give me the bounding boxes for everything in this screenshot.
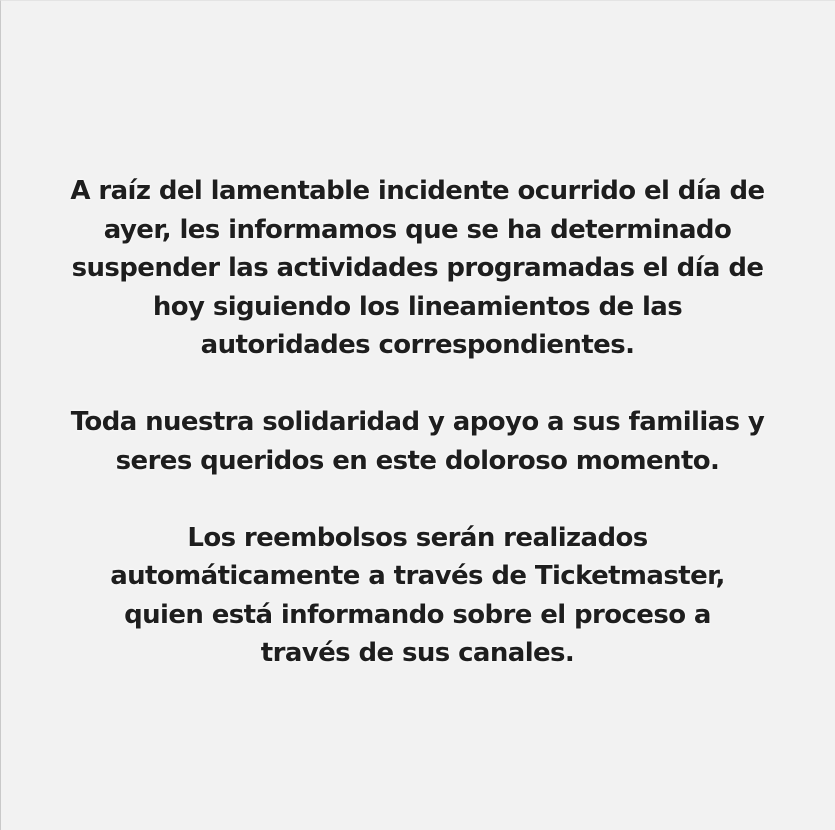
paragraph-solidarity <box>0 403 835 480</box>
paragraph-suspension <box>0 172 835 365</box>
text-line: hoy siguiendo los lineamientos de las <box>152 291 683 322</box>
text-line: A raíz del lamentable incidente ocurrido el día de <box>70 176 765 206</box>
text-line: Los reembolsos serán realizados <box>187 522 648 553</box>
paragraph-refunds <box>0 519 835 673</box>
text-line: seres queridos en este doloroso momento. <box>115 445 720 476</box>
text-line: automáticamente a través de Ticketmaster, <box>110 561 725 591</box>
text-line: ayer, les informamos que se ha determinado <box>103 214 732 245</box>
text-line: quien está informando sobre el proceso a <box>124 599 711 630</box>
text-line: autoridades correspondientes. <box>200 330 635 360</box>
statement-text <box>0 172 835 673</box>
text-line: Toda nuestra solidaridad y apoyo a sus familias y <box>70 407 765 437</box>
text-line: suspender las actividades programadas el día de <box>71 253 764 283</box>
text-line: través de sus canales. <box>260 638 575 668</box>
